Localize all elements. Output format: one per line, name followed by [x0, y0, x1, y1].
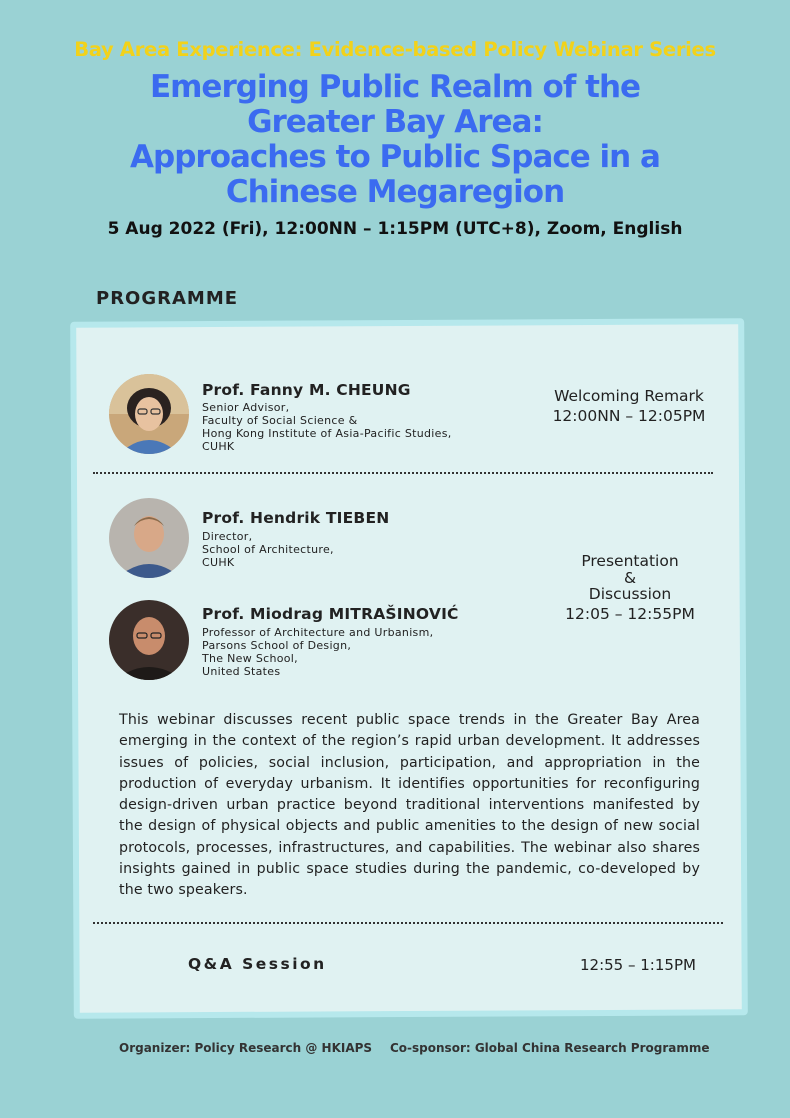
webinar-description: This webinar discusses recent public space trends in the Greater Bay Area emerging in the context of the region’s rapid urban development. It addresses issues of policies, social inclusion, participation, and appropriation in the production of everyday urbanism. It identifies opportunities for reconfiguring design-driven urban practice beyond traditional interventions manifested by the design of physical objects and public amenities to the design of new social protocols, processes, infrastructures, and capabilities. The webinar also shares insights gained in public space studies during the pandemic, co-developed by the two speakers.	[119, 712, 700, 899]
speaker-name: Prof. Miodrag MITRAŠINOVIĆ	[202, 605, 459, 623]
cosponsor-text: Co-sponsor: Global China Research Programme	[390, 1041, 710, 1055]
affiliation-line: CUHK	[202, 556, 235, 569]
series-title: Bay Area Experience: Evidence-based Policy Webinar Series	[74, 38, 716, 61]
session-time: 12:05 – 12:55PM	[565, 604, 695, 623]
affiliation-line: Professor of Architecture and Urbanism,	[202, 626, 434, 639]
qa-session-label: Q&A Session	[188, 955, 327, 973]
event-title-line: Chinese Megaregion	[225, 174, 565, 210]
avatar-hendrik-tieben	[109, 498, 189, 578]
affiliation-line: United States	[202, 665, 281, 678]
event-title	[0, 70, 790, 210]
affiliation-line: CUHK	[202, 440, 235, 453]
dotted-divider	[93, 472, 713, 474]
session-label: Welcoming Remark	[554, 387, 704, 405]
programme-heading: PROGRAMME	[96, 288, 239, 309]
affiliation-line: Senior Advisor,	[202, 401, 290, 414]
event-date-info: 5 Aug 2022 (Fri), 12:00NN – 1:15PM (UTC+8), Zoom, English	[107, 219, 683, 239]
affiliation-line: Parsons School of Design,	[202, 639, 352, 652]
dotted-divider	[93, 922, 723, 924]
event-title-line: Greater Bay Area:	[247, 104, 543, 140]
speaker-name: Prof. Fanny M. CHEUNG	[202, 381, 411, 399]
welcome-session-time	[550, 386, 708, 426]
affiliation-line: Faculty of Social Science &	[202, 414, 358, 427]
qa-session-time: 12:55 – 1:15PM	[580, 956, 696, 974]
affiliation-line: The New School,	[202, 652, 298, 665]
speaker-name: Prof. Hendrik TIEBEN	[202, 509, 390, 527]
speaker-affiliation	[202, 401, 452, 453]
avatar-fanny-cheung	[109, 374, 189, 454]
session-label: &	[623, 568, 637, 587]
affiliation-line: Hong Kong Institute of Asia-Pacific Studies,	[202, 427, 452, 440]
organizer-text: Organizer: Policy Research @ HKIAPS	[119, 1041, 373, 1055]
session-label: Discussion	[588, 585, 672, 603]
speaker-affiliation	[202, 530, 334, 569]
affiliation-line: Director,	[202, 530, 253, 543]
portrait-photo-icon	[109, 498, 189, 578]
portrait-photo-icon	[109, 374, 189, 454]
event-title-line: Approaches to Public Space in a	[130, 139, 660, 175]
presentation-session-time	[556, 553, 704, 622]
event-title-line: Emerging Public Realm of the	[149, 69, 641, 105]
affiliation-line: School of Architecture,	[202, 543, 334, 556]
avatar-miodrag-mitrasinovic	[109, 600, 189, 680]
session-label: Presentation	[581, 552, 679, 570]
speaker-affiliation	[202, 626, 433, 678]
session-time: 12:00NN – 12:05PM	[552, 407, 706, 425]
portrait-photo-icon	[109, 600, 189, 680]
